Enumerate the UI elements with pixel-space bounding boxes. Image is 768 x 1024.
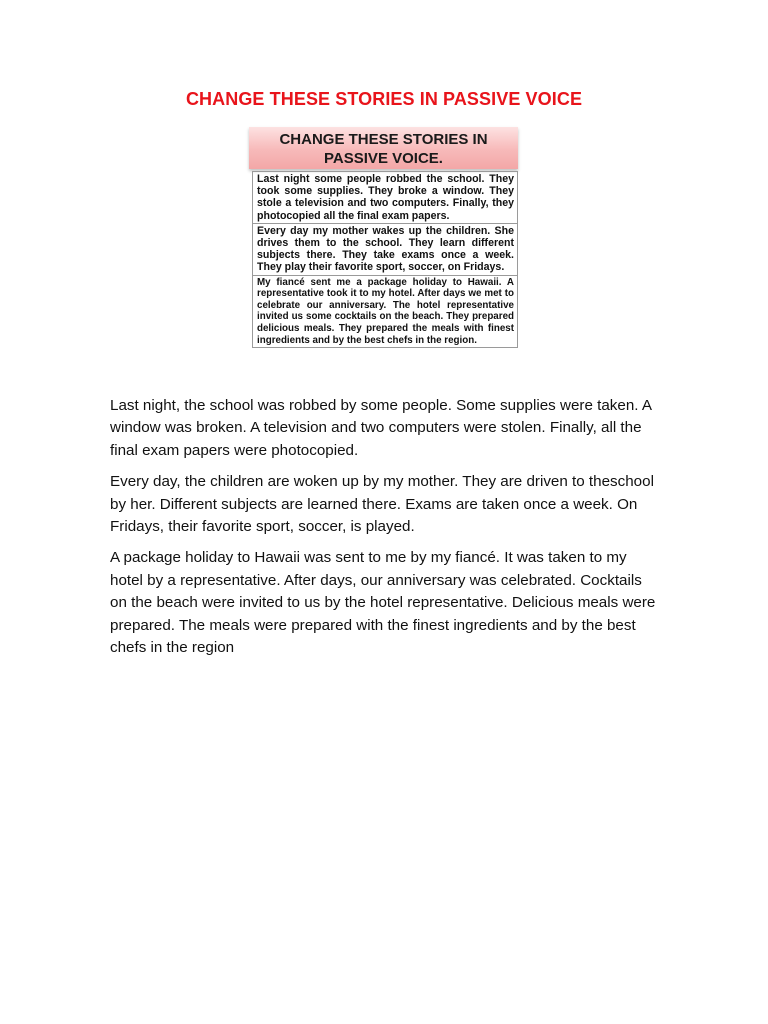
worksheet-image [249, 125, 518, 384]
worksheet-stories-table [252, 171, 518, 348]
worksheet-heading-line-1: CHANGE THESE STORIES IN [279, 131, 488, 148]
worksheet-story-1: Last night some people robbed the school. They took some supplies. They broke a window. They stole a television and two computers. Finally, they photocopied all the final exam papers. [253, 171, 517, 223]
answer-paragraph-2: Every day, the children are woken up by my mother. They are driven to theschool by her. Different subjects are learned there. Exams are taken once a week. On Fridays, their favorite sport, soccer, is played. [110, 473, 654, 536]
worksheet-story-3: My fiancé sent me a package holiday to Hawaii. A representative took it to my hotel. After days we met to celebrate our anniversary. The hotel representative invited us some cocktails on the beach. They prepared delicious meals. They prepared the meals with finest ingredients and by the best chefs in the region. [253, 275, 517, 348]
answers-section [110, 395, 660, 668]
worksheet-story-2: Every day my mother wakes up the children. She drives them to the school. They learn different subjects there. They take exams once a week. They play their favorite sport, soccer, on Fridays. [253, 223, 517, 275]
worksheet-heading-line-2: PASSIVE VOICE. [324, 150, 443, 167]
page-title: CHANGE THESE STORIES IN PASSIVE VOICE [185, 89, 583, 109]
answer-paragraph-3: A package holiday to Hawaii was sent to me by my fiancé. It was taken to my hotel by a representative. After days, our anniversary was celebrated. Cocktails on the beach were invited to us by the hotel representative. Delicious meals were prepared. The meals were prepared with the finest ingredients and by the best chefs in the region [110, 549, 656, 657]
answer-paragraph-1: Last night, the school was robbed by some people. Some supplies were taken. A window was broken. A television and two computers were stolen. Finally, all the final exam papers were photocopied. [110, 397, 652, 459]
worksheet-heading [249, 127, 518, 169]
